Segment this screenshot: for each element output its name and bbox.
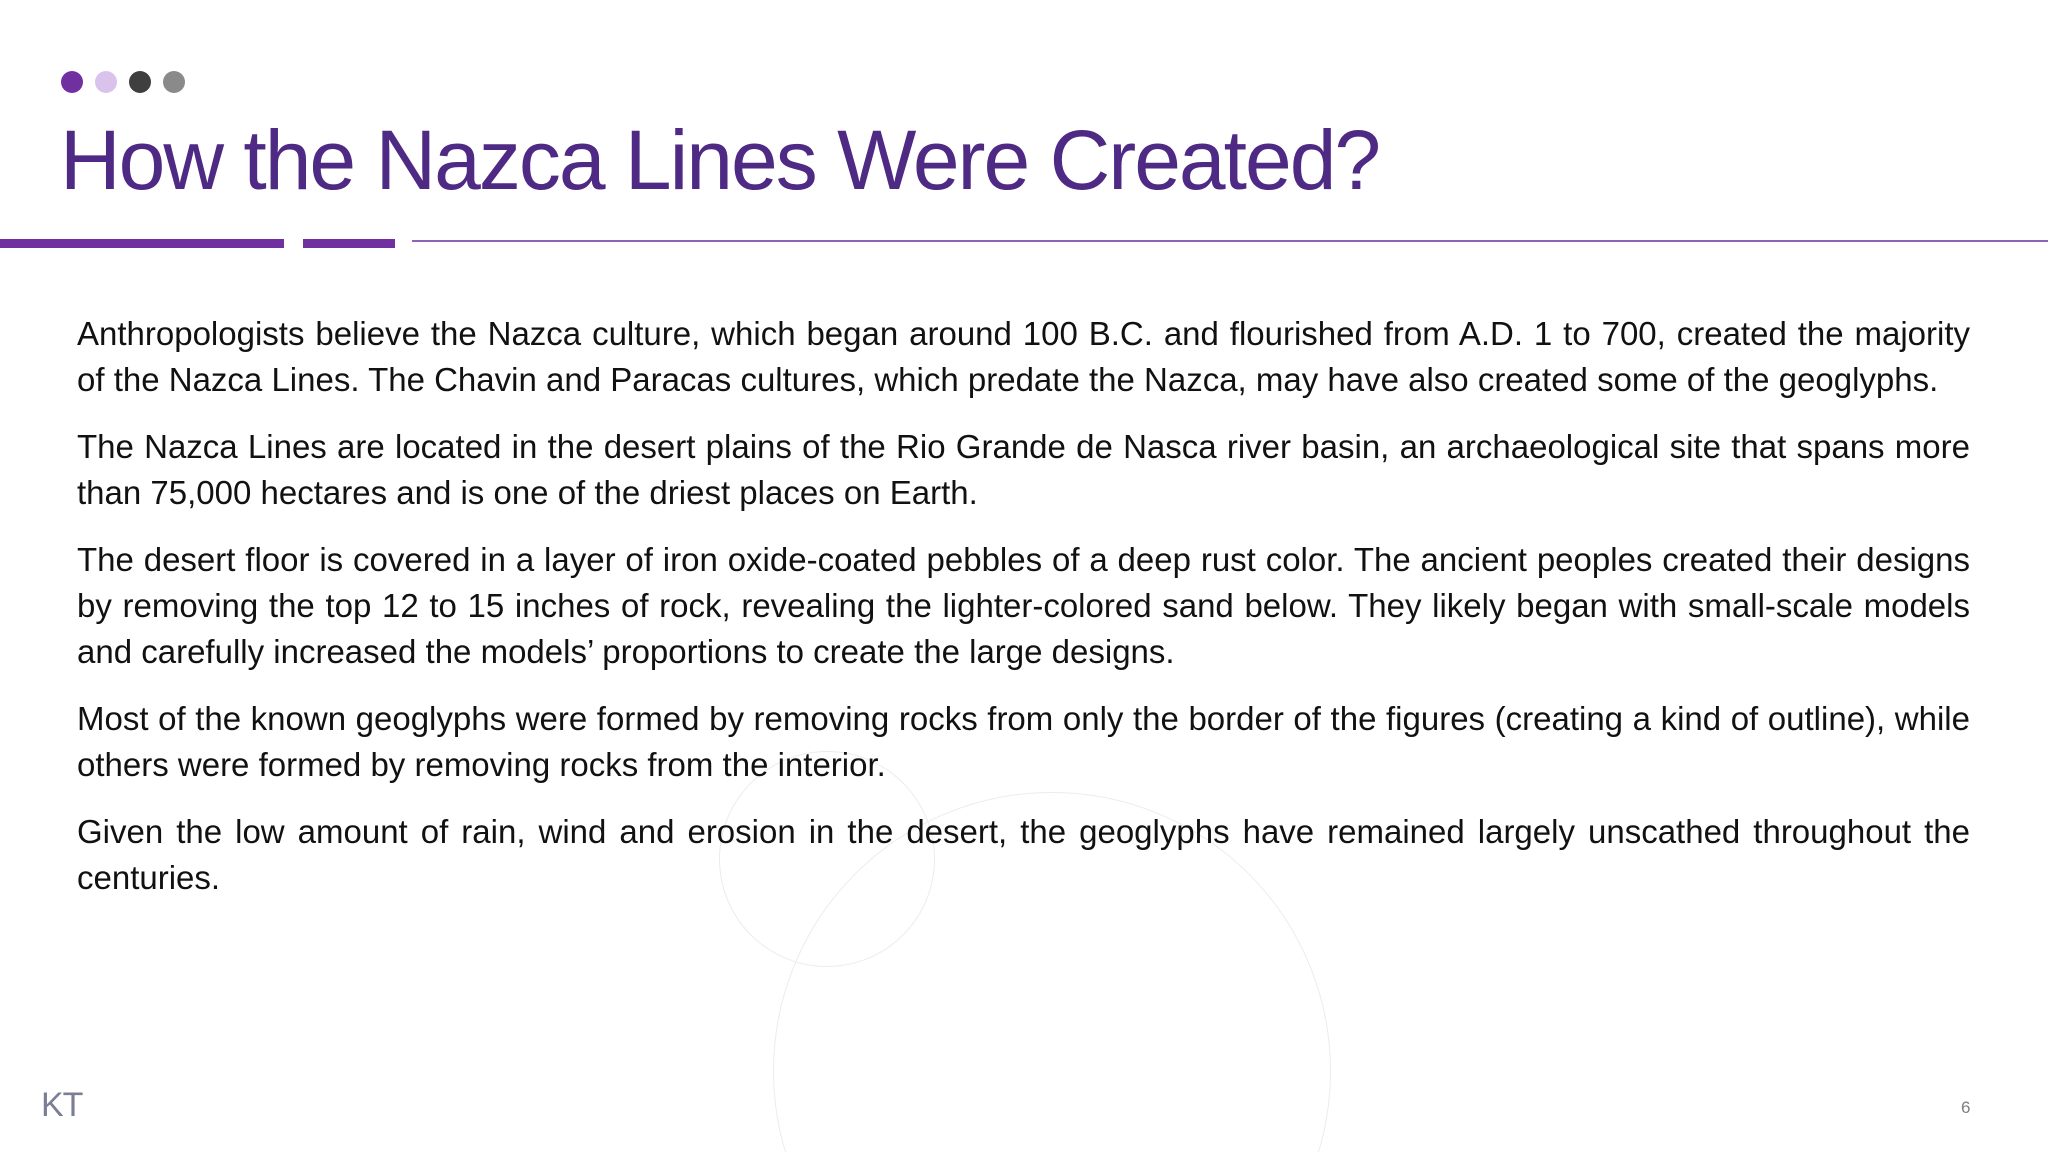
dark-gray-dot-icon (129, 71, 151, 93)
paragraph: The desert floor is covered in a layer of iron oxide-coated pebbles of a deep rust color. The ancient peoples created their designs by removing the top 12 to 15 inches of rock, revealing the lighter-colored sand below. They likely began with small-scale models and carefully increased the models’ proportions to create the large designs. (77, 541, 1970, 670)
paragraph: Given the low amount of rain, wind and erosion in the desert, the geoglyphs have remained largely unscathed throughout the centuries. (77, 813, 1970, 896)
gray-dot-icon (163, 71, 185, 93)
body-text (77, 311, 1970, 922)
slide-title: How the Nazca Lines Were Created? (60, 113, 1380, 207)
title-underline-short (303, 239, 395, 248)
paragraph: The Nazca Lines are located in the desert plains of the Rio Grande de Nasca river basin, an archaeological site that spans more than 75,000 hectares and is one of the driest places on Earth. (77, 428, 1970, 511)
purple-dot-icon (61, 71, 83, 93)
kt-logo: KT (41, 1086, 83, 1124)
header-dots (61, 71, 185, 93)
title-underline-thin (412, 240, 2048, 242)
paragraph: Most of the known geoglyphs were formed by removing rocks from only the border of the figures (creating a kind of outline), while others were formed by removing rocks from the interior. (77, 700, 1970, 783)
paragraph: Anthropologists believe the Nazca culture, which began around 100 B.C. and flourished from A.D. 1 to 700, created the majority of the Nazca Lines. The Chavin and Paracas cultures, which predate the Nazca, may have also created some of the geoglyphs. (77, 315, 1970, 398)
lavender-dot-icon (95, 71, 117, 93)
title-underline-thick (0, 239, 284, 248)
page-number: 6 (1961, 1098, 1971, 1117)
